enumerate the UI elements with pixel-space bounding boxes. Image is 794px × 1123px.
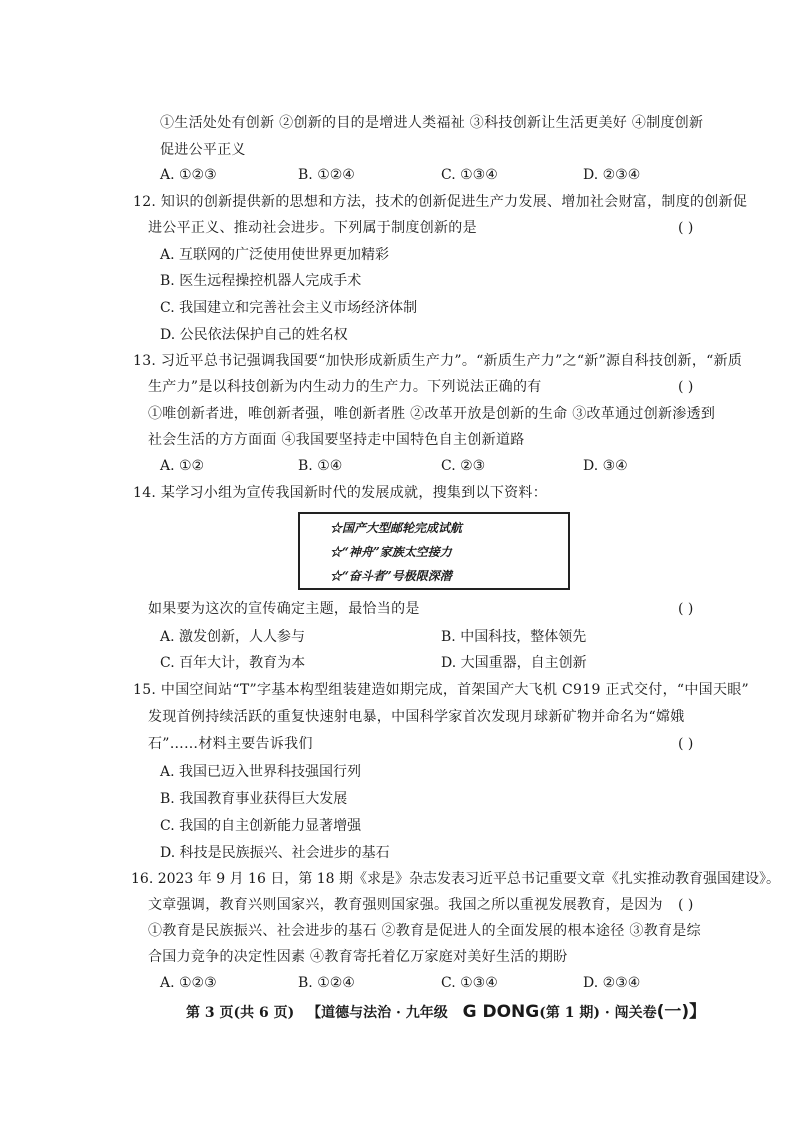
q11-statement-line2: 促进公平正义 (160, 142, 246, 158)
q11-option-b: B. ①②④ (298, 167, 355, 183)
q15-stem-line3: 石”……材料主要告诉我们 (148, 736, 313, 752)
q16-option-a: A. ①②③ (160, 975, 217, 991)
q13-statement-line1: ①唯创新者进，唯创新者强，唯创新者胜 ②改革开放是创新的生命 ③改革通过创新渗透到 (148, 406, 716, 422)
q13-option-b: B. ①④ (298, 458, 343, 474)
q13-answer-blank: ( ) (678, 379, 694, 395)
q13-option-d: D. ③④ (583, 458, 628, 474)
q14-material-item-1: ☆国产大型邮轮完成试航 (330, 521, 463, 535)
q11-option-a: A. ①②③ (160, 167, 217, 183)
q15-option-a: A. 我国已迈入世界科技强国行列 (160, 764, 362, 780)
q16-option-b: B. ①②④ (298, 975, 355, 991)
q11-option-c: C. ①③④ (441, 167, 498, 183)
q15-option-d: D. 科技是民族振兴、社会进步的基石 (160, 845, 390, 861)
footer-issue: (第 1 期) · 闯关卷 (539, 1005, 657, 1021)
q13-option-c: C. ②③ (441, 458, 486, 474)
footer-volume: (一)】 (656, 1002, 707, 1022)
footer-page-number: 第 3 页(共 6 页) (186, 1005, 295, 1021)
q14-material-box (298, 512, 570, 590)
q12-option-a: A. 互联网的广泛使用使世界更加精彩 (160, 247, 390, 263)
q15-option-b: B. 我国教育事业获得巨大发展 (160, 791, 348, 807)
q16-option-d: D. ②③④ (583, 975, 641, 991)
q12-option-c: C. 我国建立和完善社会主义市场经济体制 (160, 300, 418, 316)
q14-stem-line2: 如果要为这次的宣传确定主题，最恰当的是 (148, 601, 420, 617)
q14-option-b: B. 中国科技，整体领先 (441, 629, 587, 645)
q14-option-d: D. 大国重器，自主创新 (441, 655, 587, 671)
q13-stem-line2: 生产力”是以科技创新为内生动力的生产力。下列说法正确的有 (148, 379, 542, 395)
q12-stem-line1: 12. 知识的创新提供新的思想和方法，技术的创新促进生产力发展、增加社会财富，制度的创新促 (133, 194, 748, 210)
q13-statement-line2: 社会生活的方方面面 ④我国要坚持走中国特色自主创新道路 (148, 432, 525, 448)
q16-statement-line2: 合国力竞争的决定性因素 ④教育寄托着亿万家庭对美好生活的期盼 (148, 949, 568, 965)
q16-statement-line1: ①教育是民族振兴、社会进步的基石 ②教育是促进人的全面发展的根本途径 ③教育是综 (148, 923, 701, 939)
q12-answer-blank: ( ) (678, 220, 694, 236)
q14-answer-blank: ( ) (678, 601, 694, 617)
q16-stem-line1: 16. 2023 年 9 月 16 日，第 18 期《求是》杂志发表习近平总书记重要文章《扎实推动教育强国建设》。 (131, 871, 781, 887)
q16-stem-line2: 文章强调，教育兴则国家兴，教育强则国家强。我国之所以重视发展教育，是因为 (148, 897, 663, 913)
q14-material-item-2: ☆“神舟”家族太空接力 (330, 545, 452, 559)
q14-material-item-3: ☆“奋斗者”号极限深潜 (330, 569, 452, 583)
q15-stem-line2: 发现首例持续活跃的重复快速射电暴，中国科学家首次发现月球新矿物并命名为“嫦娥 (148, 709, 685, 725)
q16-option-c: C. ①③④ (441, 975, 498, 991)
footer-code: G DONG (462, 1002, 540, 1022)
q14-stem-line1: 14. 某学习小组为宣传我国新时代的发展成就，搜集到以下资料： (133, 485, 548, 501)
q12-stem-line2: 进公平正义、推动社会进步。下列属于制度创新的是 (148, 220, 477, 236)
footer-subject: 【道德与法治 · 九年级 (307, 1005, 448, 1021)
q16-answer-blank: ( ) (678, 897, 694, 913)
q13-option-a: A. ①② (160, 458, 205, 474)
q12-option-d: D. 公民依法保护自己的姓名权 (160, 327, 348, 343)
q12-option-b: B. 医生远程操控机器人完成手术 (160, 273, 362, 289)
q11-statement-line1: ①生活处处有创新 ②创新的目的是增进人类福祉 ③科技创新让生活更美好 ④制度创新 (160, 115, 704, 131)
q15-answer-blank: ( ) (678, 736, 694, 752)
q15-option-c: C. 我国的自主创新能力显著增强 (160, 818, 362, 834)
q15-stem-line1: 15. 中国空间站“T”字基本构型组装建造如期完成，首架国产大飞机 C919 正式交付，“中国天眼” (133, 682, 750, 698)
q13-stem-line1: 13. 习近平总书记强调我国要“加快形成新质生产力”。“新质生产力”之“新”源自科技创新，“新质 (133, 353, 743, 369)
q14-option-c: C. 百年大计，教育为本 (160, 655, 306, 671)
page-footer (186, 1003, 706, 1022)
q11-option-d: D. ②③④ (583, 167, 641, 183)
q14-option-a: A. 激发创新，人人参与 (160, 629, 306, 645)
